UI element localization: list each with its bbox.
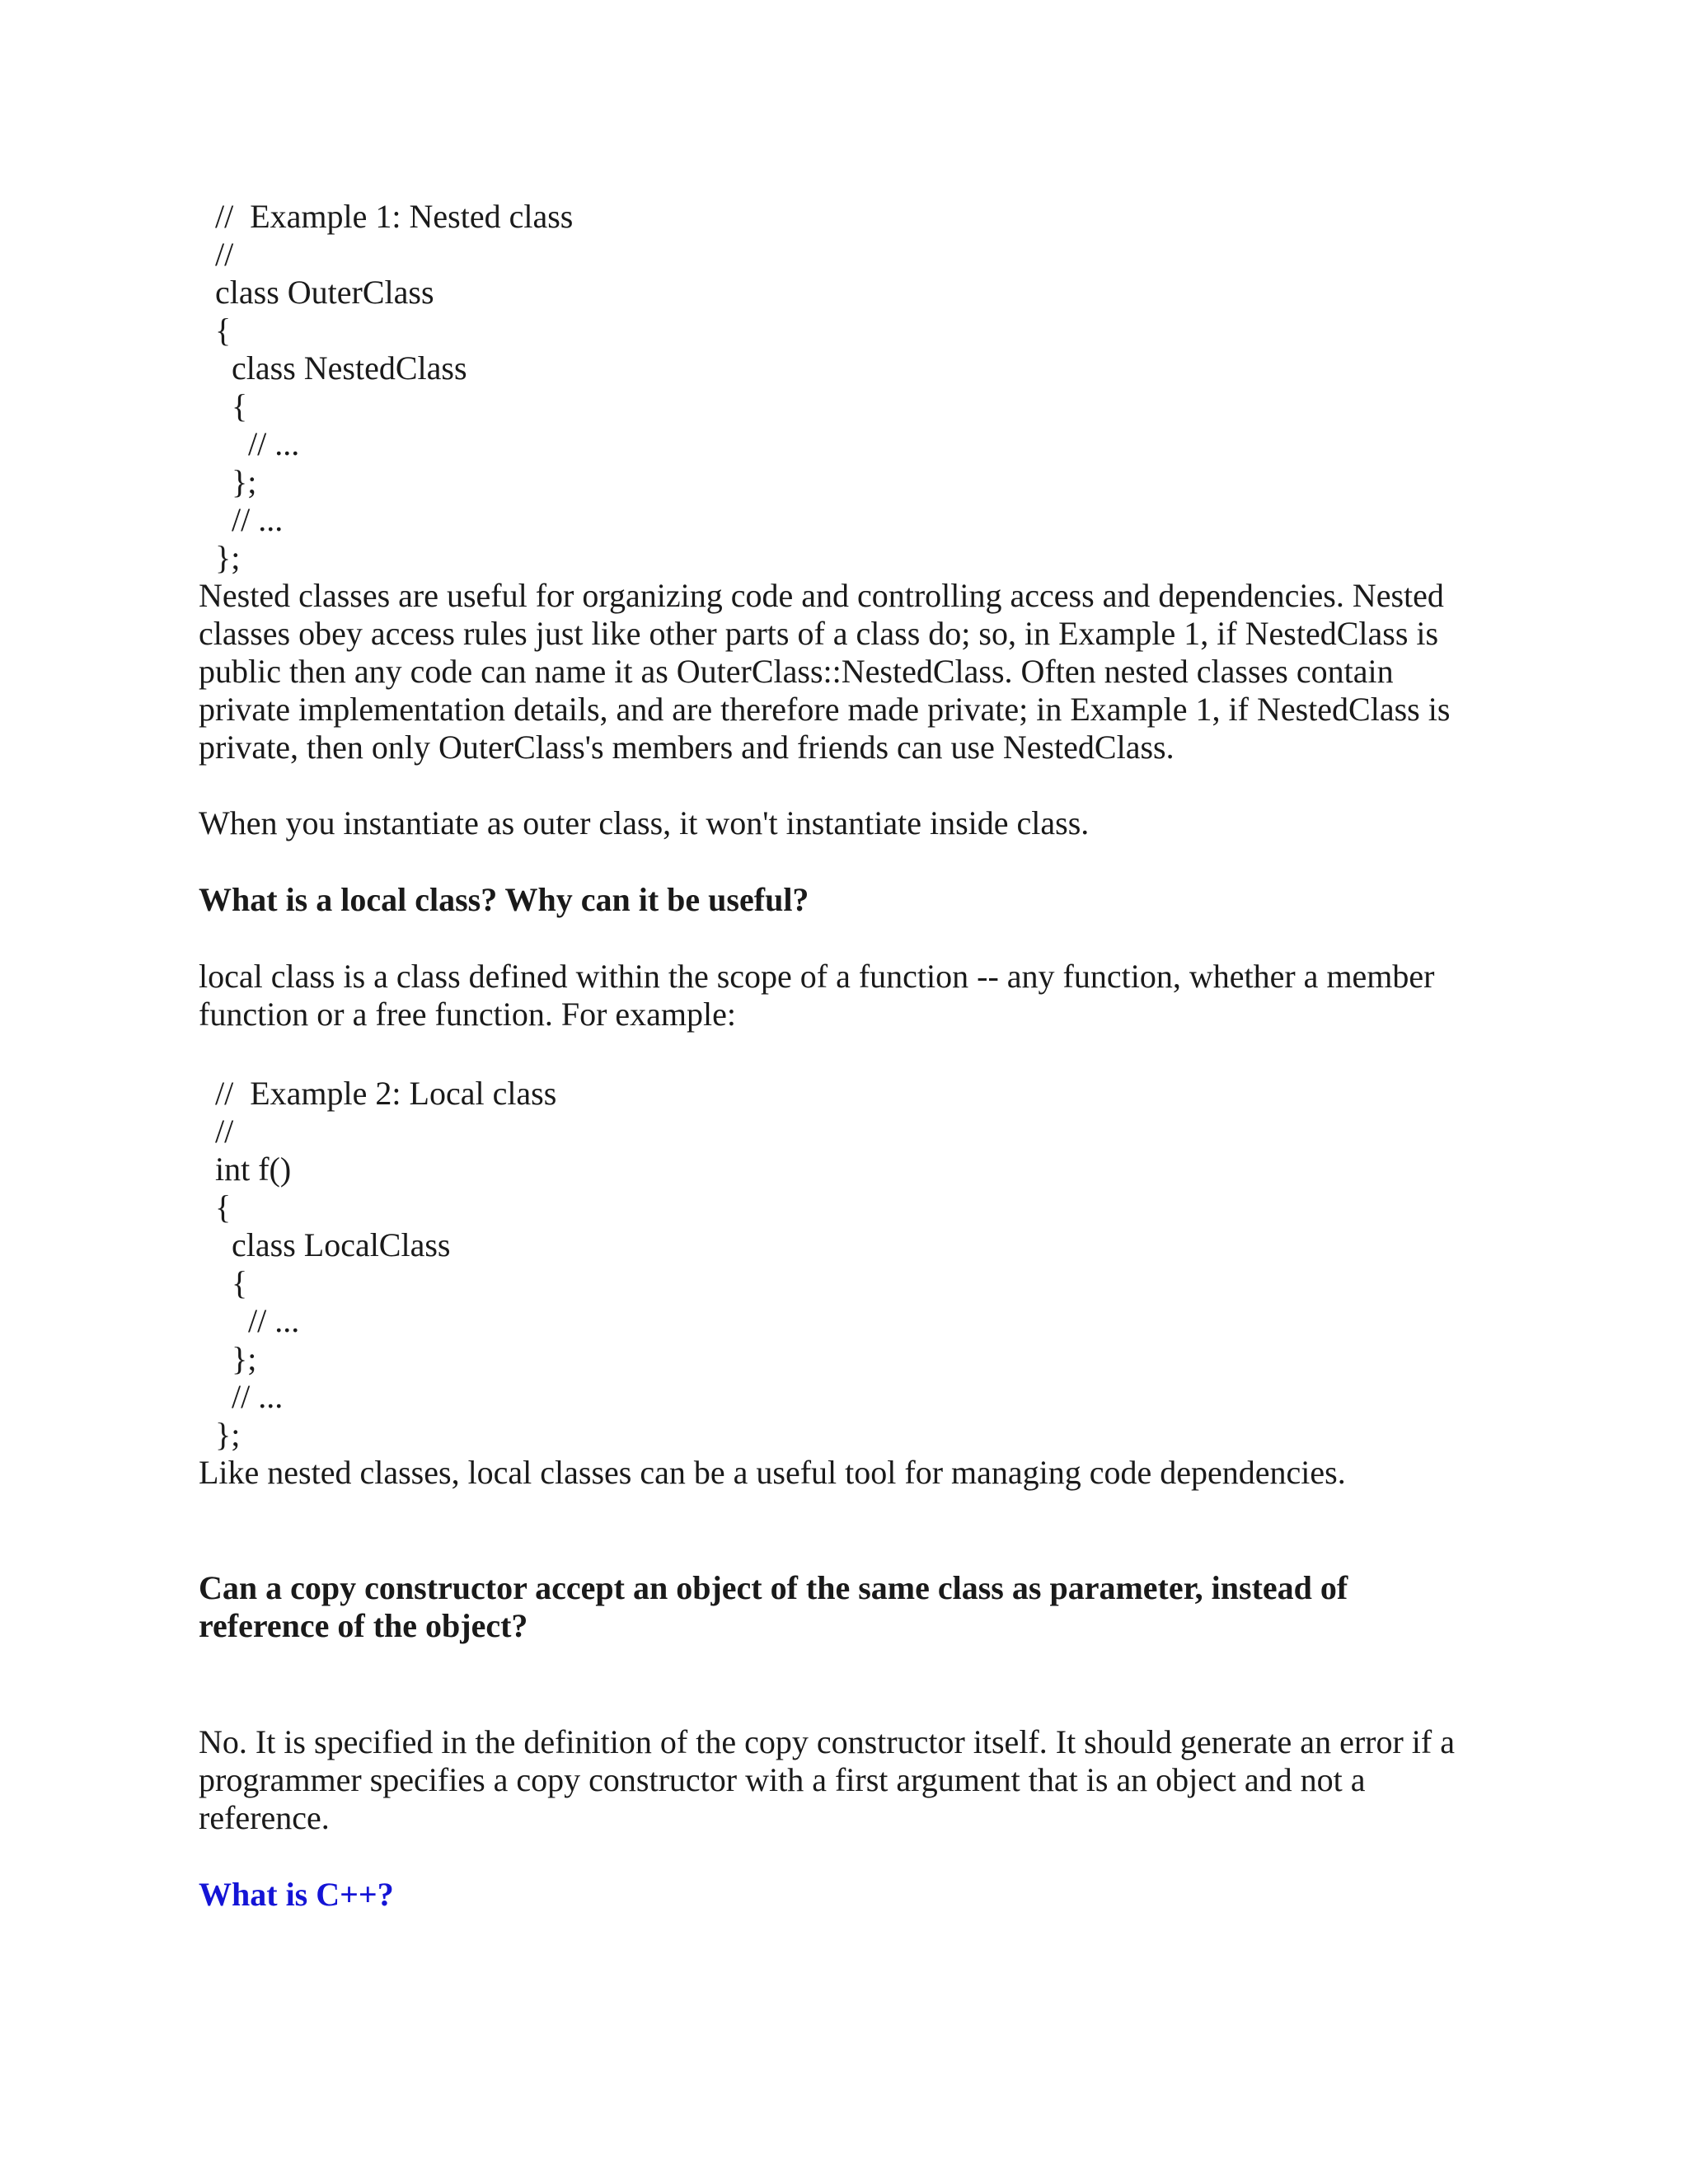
code-line: int f() bbox=[199, 1151, 292, 1188]
code-line: { bbox=[199, 312, 232, 349]
code-line: { bbox=[199, 387, 248, 424]
code-line: // ... bbox=[199, 501, 284, 538]
code-line: class OuterClass bbox=[199, 274, 434, 311]
code-line: // ... bbox=[199, 425, 300, 462]
code-line: class LocalClass bbox=[199, 1226, 451, 1263]
code-line: { bbox=[199, 1188, 232, 1226]
code-line: // Example 1: Nested class bbox=[199, 198, 574, 235]
paragraph-nested-classes: Nested classes are useful for organizing code and controlling access and dependencies. Nested classes obey access rules just like other parts of a class do; so, in Example 1, if NestedClass is public then any code can name it as OuterClass::NestedClass. Often nested classes contain private implementation details, and are therefore made private; in Example 1, if NestedClass is private, then only OuterClass's members and friends can use NestedClass. bbox=[199, 577, 1451, 766]
code-line: { bbox=[199, 1264, 248, 1301]
heading-copy-constructor: Can a copy constructor accept an object of the same class as parameter, instead of reference of the object? bbox=[199, 1569, 1348, 1644]
code-line: }; bbox=[199, 463, 257, 500]
code-line: // ... bbox=[199, 1378, 284, 1415]
code-line: // Example 2: Local class bbox=[199, 1075, 557, 1112]
paragraph-instantiate: When you instantiate as outer class, it won't instantiate inside class. bbox=[199, 804, 1090, 841]
code-line: }; bbox=[199, 539, 241, 576]
code-line: }; bbox=[199, 1340, 257, 1377]
code-line: // ... bbox=[199, 1302, 300, 1339]
paragraph-like-nested: Like nested classes, local classes can be a useful tool for managing code dependencies. bbox=[199, 1454, 1346, 1491]
paragraph-local-class: local class is a class defined within the scope of a function -- any function, whether a member function or a free function. For example: bbox=[199, 958, 1435, 1033]
code-line: class NestedClass bbox=[199, 349, 467, 387]
heading-local-class: What is a local class? Why can it be useful? bbox=[199, 881, 809, 918]
code-line: // bbox=[199, 236, 234, 273]
code-line: // bbox=[199, 1113, 234, 1150]
code-line: }; bbox=[199, 1416, 241, 1453]
paragraph-copy-answer: No. It is specified in the definition of the copy constructor itself. It should generate an error if a programmer specifies a copy constructor with a first argument that is an object and not a reference. bbox=[199, 1723, 1455, 1836]
heading-what-is-cpp-link[interactable]: What is C++? bbox=[199, 1876, 394, 1913]
